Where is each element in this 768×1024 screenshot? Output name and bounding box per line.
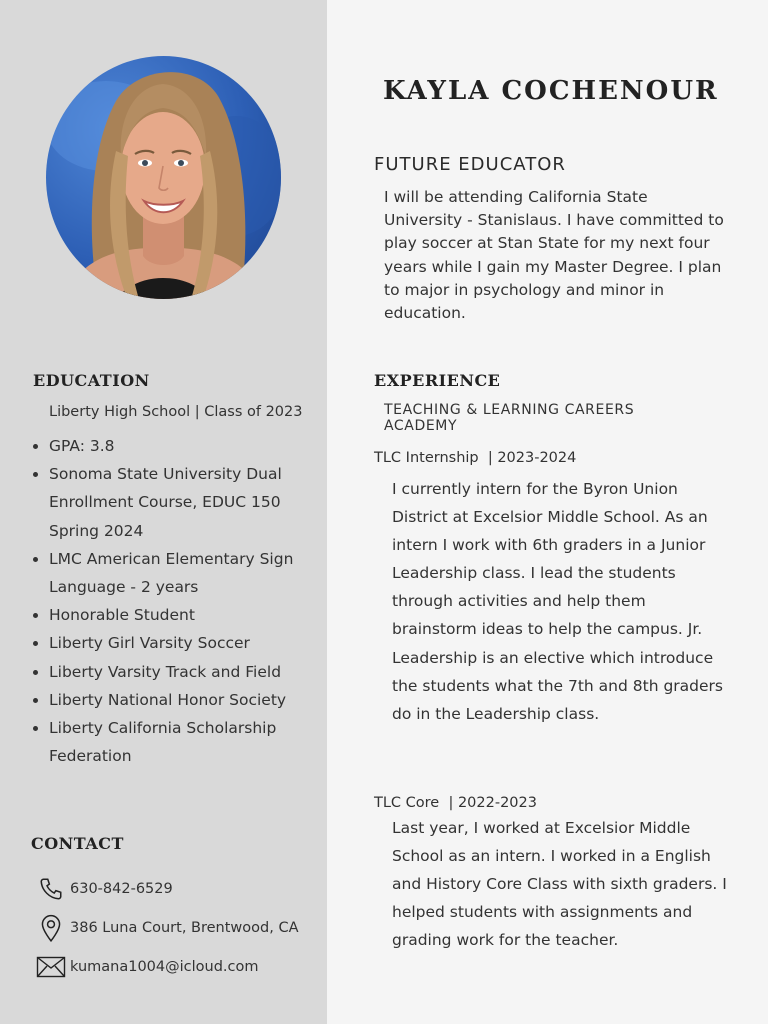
job-title: TLC Internship | 2023-2024 xyxy=(374,450,577,466)
education-item: • GPA: 3.8 xyxy=(49,432,334,460)
education-item: • Sonoma State University Dual Enrollment Course, EDUC 150 Spring 2024 xyxy=(49,460,334,545)
education-item: • Liberty Girl Varsity Soccer xyxy=(49,629,334,657)
phone-icon xyxy=(34,876,68,902)
location-pin-icon xyxy=(34,913,68,943)
person-name: KAYLA COCHENOUR xyxy=(383,76,719,106)
education-item: • Liberty California Scholarship Federation xyxy=(49,714,334,770)
email-link[interactable]: kumana1004@icloud.com xyxy=(70,959,259,975)
job-description: Last year, I worked at Excelsior Middle School as an intern. I worked in a English and History Core Class with sixth graders. I helped students with assignments and grading work for the teacher. xyxy=(392,819,727,950)
education-school: Liberty High School | Class of 2023 xyxy=(49,404,303,420)
phone-link[interactable]: 630-842-6529 xyxy=(70,881,173,897)
experience-program: TEACHING & LEARNING CAREERS ACADEMY xyxy=(384,402,635,434)
job-description: I currently intern for the Byron Union District at Excelsior Middle School. As an intern I work with 6th graders in a Junior Leadership class. I lead the students through activities and help them brainstorm ideas to help the campus. Jr. Leadership is an elective which introduce the students what the 7th and 8th graders do in the Leadership class. xyxy=(392,480,723,723)
education-item: • LMC American Elementary Sign Language - 2 years xyxy=(49,545,334,601)
contact-email xyxy=(34,952,259,982)
education-item: • Honorable Student xyxy=(49,601,334,629)
summary-text: I will be attending California State University - Stanislaus. I have committed to play soccer at Stan State for my next four years while I gain my Master Degree. I plan to major in psychology and minor in education. xyxy=(384,188,724,323)
education-item: • Liberty National Honor Society xyxy=(49,686,334,714)
contact-heading: CONTACT xyxy=(31,834,124,853)
role-title: FUTURE EDUCATOR xyxy=(374,154,566,175)
education-list xyxy=(30,432,334,770)
contact-phone xyxy=(34,874,173,904)
address-text: 386 Luna Court, Brentwood, CA xyxy=(70,920,299,936)
job-title: TLC Core | 2022-2023 xyxy=(374,795,537,811)
contact-address xyxy=(34,913,299,943)
experience-heading: EXPERIENCE xyxy=(374,371,501,390)
education-heading: EDUCATION xyxy=(33,371,150,390)
education-item: • Liberty Varsity Track and Field xyxy=(49,658,334,686)
profile-photo xyxy=(46,56,281,299)
mail-icon xyxy=(34,956,68,978)
